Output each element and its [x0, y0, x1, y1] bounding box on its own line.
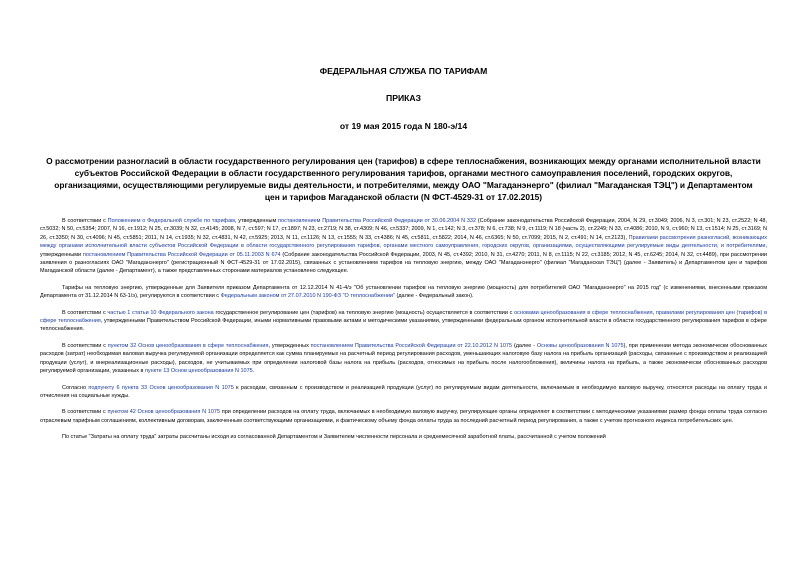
paragraph-1: [40, 217, 767, 276]
text: В соответствии с: [62, 409, 108, 416]
text: (далее - Федеральный закон).: [394, 293, 474, 300]
link-pricing-basics[interactable]: основами ценообразования в сфере теплоснабжения: [514, 309, 653, 316]
text: (Собрание законодательства Российской Федерации, 2003, N 45, ст.4392; 2010, N 31, ст.4270; 2011, N 8, ст.1115; N 22, ст.3185; 2012, N 45, ст.6245; 2014, N 32, ст.4489), при рассмотрении заявления о разногласиях ОАО "Магаданэнерго" (регистрационный N ФСТ-4529-31 от 17.02.2015), связанных с установлением тарифов на тепловую энергию, между ОАО "Магаданэнерго" (филиал "Магаданская ТЭЦ") (далее - Заявитель) и Департаментом цен и тарифов Магаданской области (далее - Департамент), а также представленных сторонами материалов установлено следующее.: [40, 251, 767, 275]
text: , утвержденных: [268, 342, 311, 349]
paragraph-4: [40, 342, 767, 376]
link-article-10[interactable]: частью 1 статьи 10 Федерального закона: [107, 309, 214, 316]
agency-name: ФЕДЕРАЛЬНАЯ СЛУЖБА ПО ТАРИФАМ: [319, 66, 488, 76]
text: (Собрание законодательства Российской Федерации, 2004, N 29, ст.3049; 2006, N 3, ст.301; N 23, ст.2522; N 48, ст.5032; N 50, ст.5354; 2007, N 16, ст.1912; N 25, ст.3039; N 32, ст.4145; 2008, N 7, ст.597; N 17, ст.1897; N 23, ст.2719; N 38, ст.4309; N 46, ст.5337; 2009, N 1, ст.142; N 3, ст.378; N 6, ст.738; N 9, ст.1119; N 18 (часть 2), ст.2249; N 33, ст.4086; 2010, N 9, ст.960; N 13, ст.1514; N 25, ст.3169; N 26, ст.3350; N 30, ст.4096; N 45, ст.5851; 2011, N 14, ст.1935; N 32, ст.4831, N 42, ст.5925; 2013, N 11, ст.1126; N 13, ст.1555; N 33, ст.4386; N 45, ст.5811, ст.5822; 2014, N 46, ст.6365; N 50, ст.7099; 2015, N 2, ст.491; N 14, ст.2123),: [40, 218, 768, 241]
text: ,: [652, 309, 656, 316]
link-item-32[interactable]: пунктом 32 Основ ценообразования в сфере теплоснабжения: [107, 342, 269, 349]
document-title: О рассмотрении разногласий в области государственного регулирования цен (тарифов) в сфере теплоснабжения, возникающих между органами исполнительной власти субъектов Российской Федерации в области государственного регулирования тарифов, органами местного самоуправления поселений, городских округов, организациями, осуществляющими регулируемые виды деятельности, и потребителями, между ОАО "Магаданэнерго" (филиал "Магаданская ТЭЦ") и Департаментом цен и тарифов Магаданской области (N ФСТ-4529-31 от 17.02.2015): [46, 156, 761, 202]
link-decree-674[interactable]: постановлением Правительства Российской Федерации от 05.11.2003 N 674: [82, 251, 281, 258]
link-basics-1075[interactable]: Основы ценообразования N 1075: [536, 342, 624, 349]
link-decree-332[interactable]: постановлением Правительства Российской Федерации от 30.06.2004 N 332: [278, 218, 477, 224]
link-tariff-rules[interactable]: правилами регулирования цен (тарифов) в сфере теплоснабжения: [40, 309, 768, 325]
link-item-42[interactable]: пунктом 42 Основ ценообразования N 1075: [107, 409, 221, 416]
document-type: ПРИКАЗ: [386, 93, 421, 103]
paragraph-7: [40, 433, 767, 441]
link-dispute-rules[interactable]: Правилами рассмотрения разногласий, возникающих между органами исполнительной власти субъектов Российской Федерации в области государственного регулирования тарифов, органами местного самоуправления, городских округов, организациями, осуществляющими регулируемые виды деятельности, и потребителями: [40, 234, 767, 250]
text: ), при применении метода экономически обоснованных расходов (затрат) необходимая валовая выручка регулируемой организации определяется как сумма планируемых на расчетный период регулирования расходов, уменьшающих налоговую базу налога на прибыль организаций (расходы, связанные с производством и реализацией продукции (услуг), и внереализационные расходы), расходов, не учитываемых при определении налоговой базы налога на прибыль (расходов, относимых на прибыль после налогообложения), величины налога на прибыль, а также экономически обоснованных расходов регулируемой организации, указанных в: [40, 342, 767, 375]
text: По статье "Затраты на оплату труда" затраты рассчитаны исходя из согласованной Департаментом и Заявителем численности персонала и среднемесячной заработной платы, рассчитанной с учетом положений: [62, 434, 606, 441]
link-decree-1075[interactable]: постановлением Правительства Российской Федерации от 22.10.2012 N 1075: [310, 342, 513, 349]
document-date-number: от 19 мая 2015 года N 180-э/14: [339, 121, 468, 131]
text: , утвержденным: [234, 218, 279, 224]
text: , утвержденными Правительством Российской Федерации, иными нормативными правовыми актами и методическими указаниями, утвержденными федеральным органом исполнительной власти в области государственного регулирования тарифов в сфере теплоснабжения.: [40, 318, 767, 333]
paragraph-3: [40, 309, 767, 334]
text: Согласно: [62, 384, 89, 391]
paragraph-5: [40, 384, 767, 401]
text: В соответствии с: [62, 309, 108, 316]
link-fst-regulation[interactable]: Положением о Федеральной службе по тарифам: [107, 218, 235, 224]
paragraph-2: [40, 284, 767, 301]
text: государственное регулирование цен (тарифов) на тепловую энергию (мощность) осуществляется в соответствии с: [213, 309, 515, 316]
text: В соответствии с: [62, 218, 108, 224]
text: Тарифы на тепловую энергию, утвержденные для Заявителя приказом Департамента от 12.12.2014 N 41-4/э "Об установлении тарифов на тепловую энергию (мощность) для потребителей ОАО "Магаданэнерго" на 2015 год" (с изменениями, внесенными приказом Департамента от 31.12.2014 N 63-1/э), регулируются в соответствии с: [40, 284, 767, 300]
text: .: [252, 368, 255, 375]
text: (далее -: [512, 342, 537, 349]
text: при определении расходов на оплату труда, включаемых в необходимую валовую выручку, регулирующие органы определяют в соответствии с методическими указаниями размер фонда оплаты труда согласно отраслевым тарифным соглашениям, коллективным договорам, заключенным соответствующими организациями, и фактическому объему фонда оплаты труда за последний расчетный период регулирования, а также с учетом прогнозного индекса потребительских цен.: [40, 409, 768, 424]
link-federal-law-190[interactable]: Федеральным законом от 27.07.2010 N 190-ФЗ "О теплоснабжении": [220, 293, 395, 300]
text: В соответствии с: [62, 342, 108, 349]
text: , утвержденными: [40, 243, 767, 258]
link-subitem-6-item-33[interactable]: подпункту 6 пункта 33 Основ ценообразования N 1075: [88, 384, 234, 391]
paragraph-6: [40, 408, 767, 425]
link-item-13[interactable]: пункте 13 Основ ценообразования N 1075: [144, 368, 253, 375]
text: к расходам, связанным с производством и реализацией продукции (услуг) по регулируемым видам деятельности, включаемым в необходимую валовую выручку, относятся расходы на оплату труда и отчисления на социальные нужды.: [40, 384, 767, 399]
